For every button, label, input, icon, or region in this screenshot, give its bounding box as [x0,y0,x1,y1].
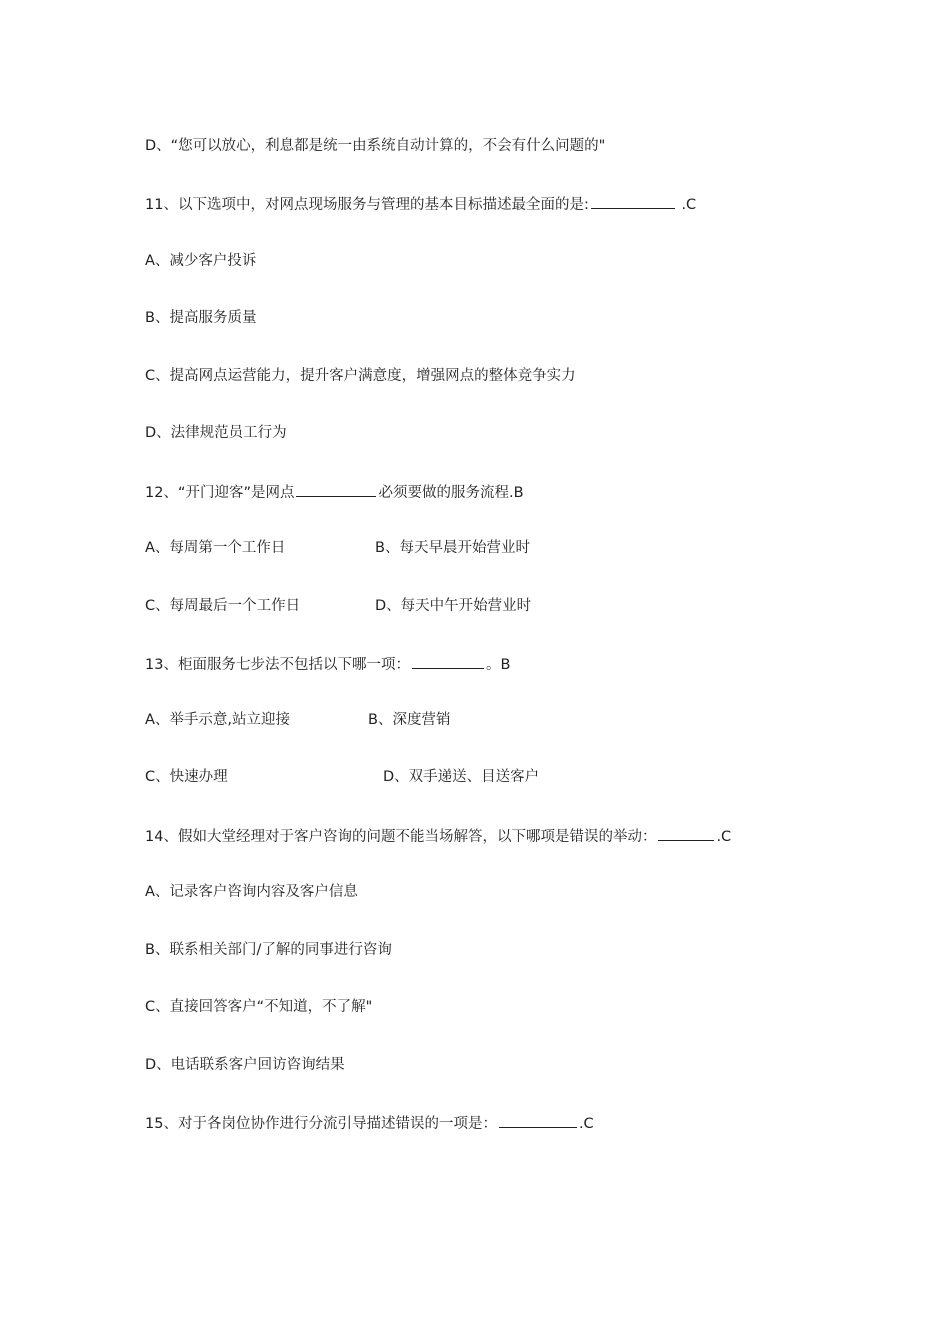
q14-option-b [145,940,392,960]
q11-option-b [145,308,256,328]
q11-answer: .C [676,197,697,213]
q12-options-row-1 [145,538,530,558]
q15-question [145,1112,594,1134]
q12-question-text: 12、“开门迎客”是网点 [145,485,295,501]
q13-answer-blank [412,653,484,669]
q11-question-text: 11、以下选项中，对网点现场服务与管理的基本目标描述最全面的是: [145,197,589,213]
q13-options-row-2 [145,767,540,787]
q10-option-d [145,136,605,156]
q12-option-c: C、每周最后一个工作日 [145,598,301,614]
q14-answer-blank [658,825,714,841]
q15-answer: .C [578,1116,594,1132]
q14-option-d-text: D、电话联系客户回访咨询结果 [145,1057,345,1073]
q13-option-d: D、双手递送、目送客户 [383,769,540,785]
q13-option-b: B、深度营销 [368,712,451,728]
q12-option-b: B、每天早晨开始营业时 [375,540,530,556]
q12-options-row-2 [145,596,532,616]
q15-question-text: 15、对于各岗位协作进行分流引导描述错误的一项是： [145,1116,497,1132]
q11-answer-blank [591,193,675,209]
q12-option-a: A、每周第一个工作日 [145,540,286,556]
q14-question [145,825,731,847]
q14-option-a [145,882,358,902]
q14-answer: .C [716,829,732,845]
q11-option-a-text: A、减少客户投诉 [145,253,257,269]
q14-option-c-text: C、直接回答客户“不知道，不了解" [145,999,373,1015]
q11-option-c [145,366,576,386]
q14-option-b-text: B、联系相关部门/了解的同事进行咨询 [145,942,392,958]
q11-option-c-text: C、提高网点运营能力，提升客户满意度，增强网点的整体竞争实力 [145,368,576,384]
q13-question [145,653,510,675]
q14-option-c [145,997,372,1017]
q12-question-tail: 必须要做的服务流程.B [378,485,524,501]
q12-answer-blank [296,481,376,497]
q11-question [145,193,696,215]
q11-option-b-text: B、提高服务质量 [145,310,257,326]
q13-option-a: A、举手示意,站立迎接 [145,712,291,728]
q13-question-text: 13、柜面服务七步法不包括以下哪一项： [145,657,410,673]
q10-option-d-text: D、“您可以放心，利息都是统一由系统自动计算的，不会有什么问题的" [145,138,606,154]
q15-answer-blank [499,1112,577,1128]
q14-option-a-text: A、记录客户咨询内容及客户信息 [145,884,358,900]
q12-question [145,481,524,503]
q11-option-d [145,423,287,443]
q13-options-row-1 [145,710,451,730]
q13-answer: 。B [485,657,511,673]
q12-option-d: D、每天中午开始营业时 [375,598,532,614]
q14-question-text: 14、假如大堂经理对于客户咨询的问题不能当场解答，以下哪项是错误的举动： [145,829,657,845]
q11-option-a [145,251,256,271]
q13-option-c: C、快速办理 [145,769,228,785]
q14-option-d [145,1055,345,1075]
q11-option-d-text: D、法律规范员工行为 [145,425,287,441]
